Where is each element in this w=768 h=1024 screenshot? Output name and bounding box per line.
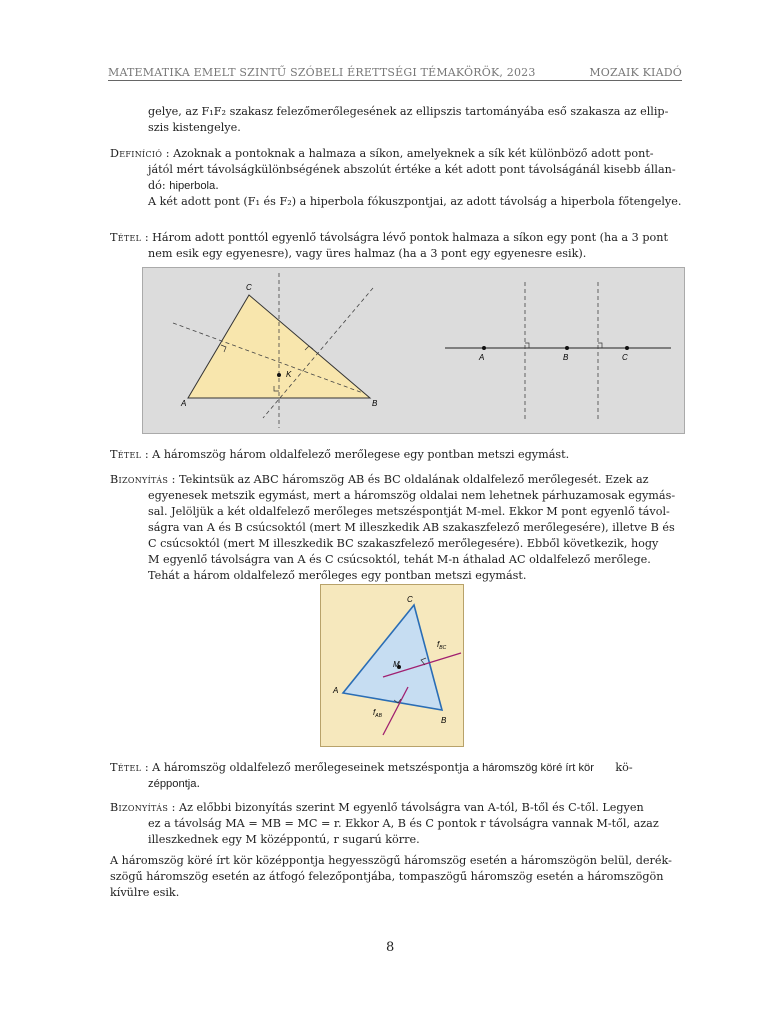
point-k — [277, 373, 281, 377]
label-c-collinear: C — [622, 353, 628, 362]
label-a-collinear: A — [479, 353, 485, 362]
figure-circumcenter — [320, 584, 464, 747]
term-center: zéppontja — [148, 778, 197, 790]
label-f-ab: $f_{AB}$ — [373, 708, 382, 719]
theorem-2: Tétel : A háromszög három oldalfelező merőlegese egy pontban metszi egymást. — [110, 448, 570, 461]
label-c-2: C — [407, 595, 413, 604]
definition-label: Definíció — [110, 147, 163, 160]
theorem-label: Tétel — [110, 448, 142, 461]
right-angle-mark — [598, 343, 602, 348]
label-b-collinear: B — [563, 353, 569, 362]
theorem-label: Tétel — [110, 761, 142, 774]
header-title: MATEMATIKA EMELT SZINTŰ SZÓBELI ÉRETTSÉGI TÉMAKÖRÖK, 2023 — [108, 66, 536, 79]
term-circumcircle: a háromszög köré írt kör — [472, 762, 594, 774]
theorem-label: Tétel — [110, 231, 142, 244]
page-header — [108, 66, 682, 81]
point-c — [625, 346, 629, 350]
point-b — [565, 346, 569, 350]
label-k: K — [286, 370, 292, 379]
proof-label: Bizonyítás — [110, 801, 169, 814]
final-paragraph: A háromszög köré írt kör középpontja hegyesszögű háromszög esetén a háromszögön belül, derék- szögű háromszög esetén az átfogó felezőpontjába, tompaszögű háromszög esetén a háromszögön kívülre esik. — [110, 854, 672, 899]
figure-1-svg — [143, 268, 684, 433]
definition-hiperbola: Definíció : Azoknak a pontoknak a halmaza a síkon, amelyeknek a sík két különböző adott pont- jától mért távolságkülönbségének abszolút értéke a két adott pont távolságánál kisebb állan- dó: hiperbola. A két adott pont (F₁ és F₂) a hiperbola fókuszpontjai, az adott távolság a hiperbola főtengelye. — [110, 147, 682, 208]
figure-2-svg — [321, 585, 463, 746]
top-paragraph: gelye, az F₁F₂ szakasz felezőmerőlegesének az ellipszis tartományába eső szakasza az ellip- szis kistengelye. — [148, 105, 669, 134]
proof-label: Bizonyítás — [110, 473, 169, 486]
label-b-2: B — [441, 716, 447, 725]
proof-2: Bizonyítás : Az előbbi bizonyítás szerint M egyenlő távolságra van A-tól, B-től és C-től. Legyen ez a távolság MA = MB = MC = r. Ekkor A, B és C pontok r távolságra vannak M-től, azaz illeszkednek egy M középpontú, r sugarú körre. — [110, 801, 659, 846]
page-number: 8 — [386, 940, 395, 955]
header-publisher: MOZAIK KIADÓ — [589, 66, 682, 79]
label-b: B — [372, 399, 378, 408]
label-a: A — [181, 399, 187, 408]
label-m-2: M — [393, 660, 400, 669]
theorem-3: Tétel : A háromszög oldalfelező merőlegeseinek metszéspontja a háromszög köré írt kör kö- zéppontja. — [110, 761, 633, 790]
proof-1: Bizonyítás : Tekintsük az ABC háromszög AB és BC oldalának oldalfelező merőlegesét. Ezek az egyenesek metszik egymást, mert a háromszög oldalai nem lehetnek párhuzamosak egymás- sal. Jelöljük a két oldalfelező merőleges metszéspontját M-mel. Ekkor M pont egyenlő távol- ságra van A és B csúcsoktól (mert M illeszkedik AB szakaszfelező merőlegesére), illetve B és C csúcsoktól (mert M illeszkedik BC szakaszfelező merőlegesére). Ebből következik, hogy M egyenlő távolságra van A és C csúcsoktól, tehát M-n áthalad AC oldalfelező merőlege. Tehát a három oldalfelező merőleges egy pontban metszi egymást. — [110, 473, 676, 582]
label-a-2: A — [333, 686, 339, 695]
point-a — [482, 346, 486, 350]
figure-perpendicular-bisectors — [142, 267, 685, 434]
label-f-bc: $f_{BC}$ — [437, 640, 447, 651]
right-angle-mark — [525, 343, 529, 348]
label-c: C — [246, 283, 252, 292]
theorem-1: Tétel : Három adott ponttól egyenlő távolságra lévő pontok halmaza a síkon egy pont (ha a 3 pont nem esik egy egyenesre), vagy üres halmaz (ha a 3 pont egy egyenesre esik). — [110, 231, 668, 260]
term-hiperbola: hiperbola — [169, 180, 216, 192]
triangle-abc-2 — [343, 605, 442, 710]
